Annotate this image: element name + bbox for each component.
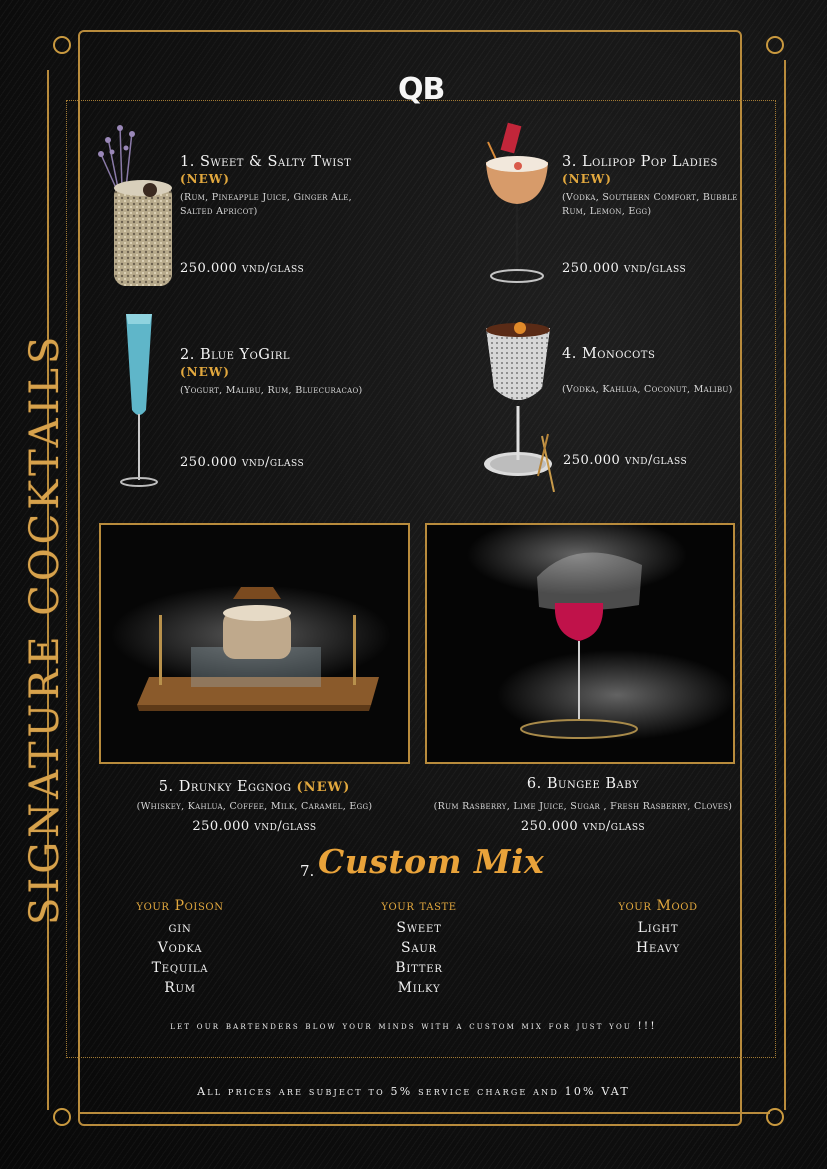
item-2-title: 2. Blue YoGirl <box>180 347 291 363</box>
item-4-ingredients: (Vodka, Kahlua, Coconut, Malibu) <box>562 384 733 395</box>
list-item: Light <box>637 920 679 936</box>
item-3-price: 250.000 vnd/glass <box>562 261 687 276</box>
bungee-baby-photo <box>425 523 735 764</box>
item-5-price: 250.000 vnd/glass <box>192 819 317 834</box>
list-item: Rum <box>164 980 196 996</box>
corner-ornament-icon <box>53 1108 71 1126</box>
item-2-price: 250.000 vnd/glass <box>180 455 305 470</box>
gold-frame-bottom-line <box>80 1112 770 1114</box>
item-5-new-badge: (NEW) <box>296 780 351 795</box>
item-2-new-badge: (NEW) <box>180 365 230 379</box>
item-3-new-badge: (NEW) <box>562 172 612 186</box>
custom-mix-title: Custom Mix <box>318 842 545 881</box>
brand-logo: QB <box>398 72 445 107</box>
list-item: Heavy <box>635 940 681 956</box>
item-3-title: 3. Lolipop Pop Ladies <box>562 154 718 170</box>
list-item: Vodka <box>157 940 203 956</box>
custom-col-taste-list <box>344 918 494 998</box>
custom-mix-number: 7. <box>300 862 315 880</box>
blue-yogirl-photo <box>112 310 162 488</box>
item-5-title: 5. Drunky Eggnog <box>158 779 292 795</box>
list-item: Sweet <box>396 920 442 936</box>
list-item: Bitter <box>395 960 443 976</box>
corner-ornament-icon <box>766 36 784 54</box>
custom-col-mood-heading: your Mood <box>618 898 698 914</box>
item-5-heading <box>99 776 410 795</box>
item-6-ingredients: (Rum Rasberry, Lime Juice, Sugar , Fresh Rasberry, Cloves) <box>433 801 733 812</box>
item-3-ingredients: (Vodka, Southern Comfort, Bubble Rum, Lemon, Egg) <box>562 192 738 217</box>
custom-col-taste-heading: your taste <box>381 898 457 914</box>
list-item: gin <box>168 920 192 936</box>
item-1-ingredients: (Rum, Pineapple Juice, Ginger Ale, Salted Apricot) <box>180 192 352 217</box>
item-4-title: 4. Monocots <box>562 346 656 362</box>
custom-col-poison-list <box>105 918 255 998</box>
custom-col-mood-list <box>583 918 733 958</box>
gold-frame-right-line <box>784 60 786 1110</box>
side-title: SIGNATURE COCKTAILS <box>22 332 68 925</box>
item-6-title: 6. Bungee Baby <box>526 776 640 792</box>
corner-ornament-icon <box>766 1108 784 1126</box>
item-2-ingredients: (Yogurt, Malibu, Rum, Bluecuracao) <box>180 385 363 396</box>
item-1-new-badge: (NEW) <box>180 172 230 186</box>
item-1-title: 1. Sweet & Salty Twist <box>180 154 352 170</box>
sweet-salty-twist-photo <box>90 118 180 290</box>
monocots-photo <box>480 316 570 492</box>
footer-price-note: All prices are subject to 5% service charge and 10% VAT <box>197 1085 630 1098</box>
lolipop-pop-ladies-photo <box>478 120 558 290</box>
item-4-price: 250.000 vnd/glass <box>563 453 688 468</box>
corner-ornament-icon <box>53 36 71 54</box>
list-item: Saur <box>401 940 437 956</box>
item-6-price: 250.000 vnd/glass <box>520 819 646 834</box>
list-item: Milky <box>397 980 441 996</box>
custom-mix-note: let our bartenders blow your minds with a custom mix for just you !!! <box>170 1020 657 1032</box>
item-1-price: 250.000 vnd/glass <box>180 261 305 276</box>
drunky-eggnog-photo <box>99 523 410 764</box>
custom-col-poison-heading: your Poison <box>136 898 224 914</box>
item-5-ingredients: (Whiskey, Kahlua, Coffee, Milk, Caramel, Egg) <box>136 801 373 812</box>
list-item: Tequila <box>151 960 209 976</box>
